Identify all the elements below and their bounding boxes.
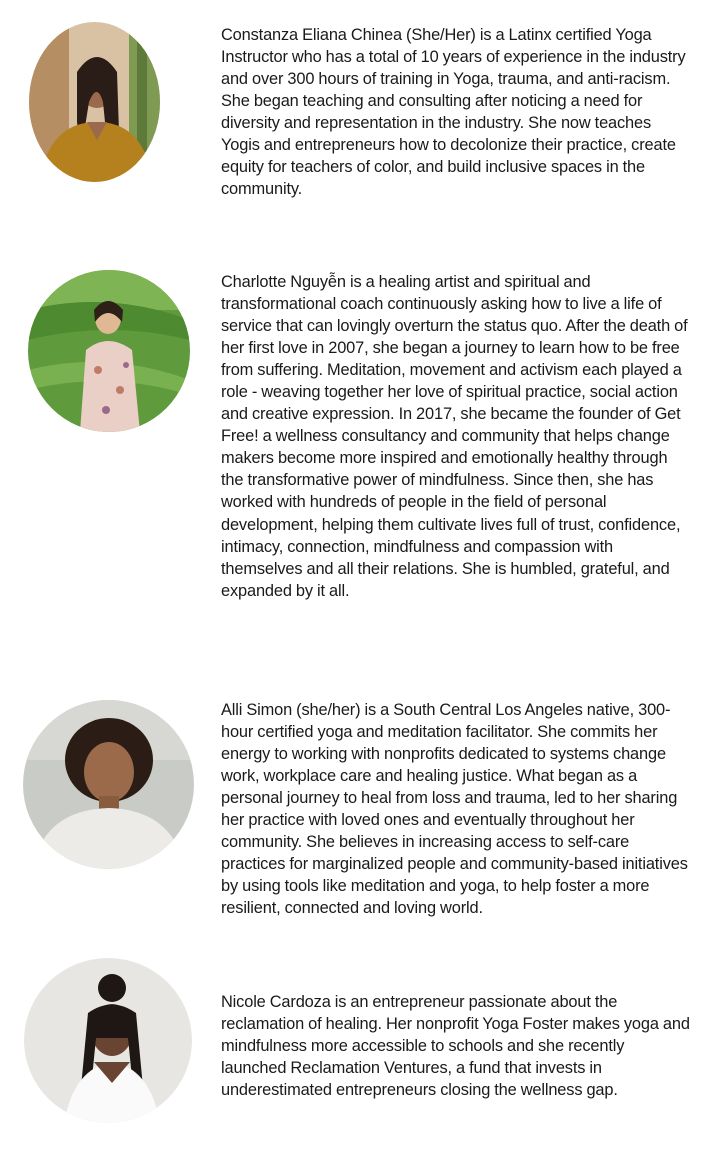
avatar: [23, 700, 194, 869]
bio-text: Charlotte Nguyễn is a healing artist and spiritual and transformational coach continuously asking how to live a life of service that can lovingly overturn the status quo. After the death of her first love in 2007, she began a journey to learn how to be free from suffering. Meditation, movement and activism each played a role - weaving together her love of spiritual practice, social action and creative expression. In 2017, she became the founder of Get Free! a wellness consultancy and community that helps change makers become more inspired and emotionally healthy through the transformative power of mindfulness. Since then, she has worked with hundreds of people in the field of personal development, helping them cultivate lives full of trust, confidence, intimacy, connection, mindfulness and compassion with themselves and all their relations. She is humbled, grateful, and expanded by it all.: [221, 273, 688, 600]
bio-text: Alli Simon (she/her) is a South Central Los Angeles native, 300-hour certified yoga and meditation facilitator. She commits her energy to working with nonprofits dedicated to systems change work, workplace care and healing justice. What began as a personal journey to heal from loss and trauma, led to her sharing her practice with loved ones and eventually throughout her community. She believes in increasing access to self-care practices for marginalized people and community-based initiatives by using tools like meditation and yoga, to help foster a more resilient, connected and loving world.: [221, 701, 688, 918]
bio-text: Nicole Cardoza is an entrepreneur passionate about the reclamation of healing. Her nonprofit Yoga Foster makes yoga and mindfulness more accessible to schools and she recently launched Reclamation Ventures, a fund that invests in underestimated entrepreneurs closing the wellness gap.: [221, 993, 690, 1100]
avatar: [28, 270, 190, 432]
avatar: [24, 958, 192, 1123]
person-portrait-icon: [28, 270, 190, 432]
bio-text: Constanza Eliana Chinea (She/Her) is a Latinx certified Yoga Instructor who has a total of 10 years of experience in the industry and over 300 hours of training in Yoga, trauma, and anti-racism. She began teaching and consulting after noticing a need for diversity and representation in the industry. She now teaches Yogis and entrepreneurs how to decolonize their practice, create equity for teachers of color, and build inclusive spaces in the community.: [221, 26, 686, 199]
person-portrait-icon: [24, 958, 192, 1123]
person-portrait-icon: [29, 22, 160, 182]
person-portrait-icon: [23, 700, 194, 869]
avatar: [29, 22, 160, 182]
